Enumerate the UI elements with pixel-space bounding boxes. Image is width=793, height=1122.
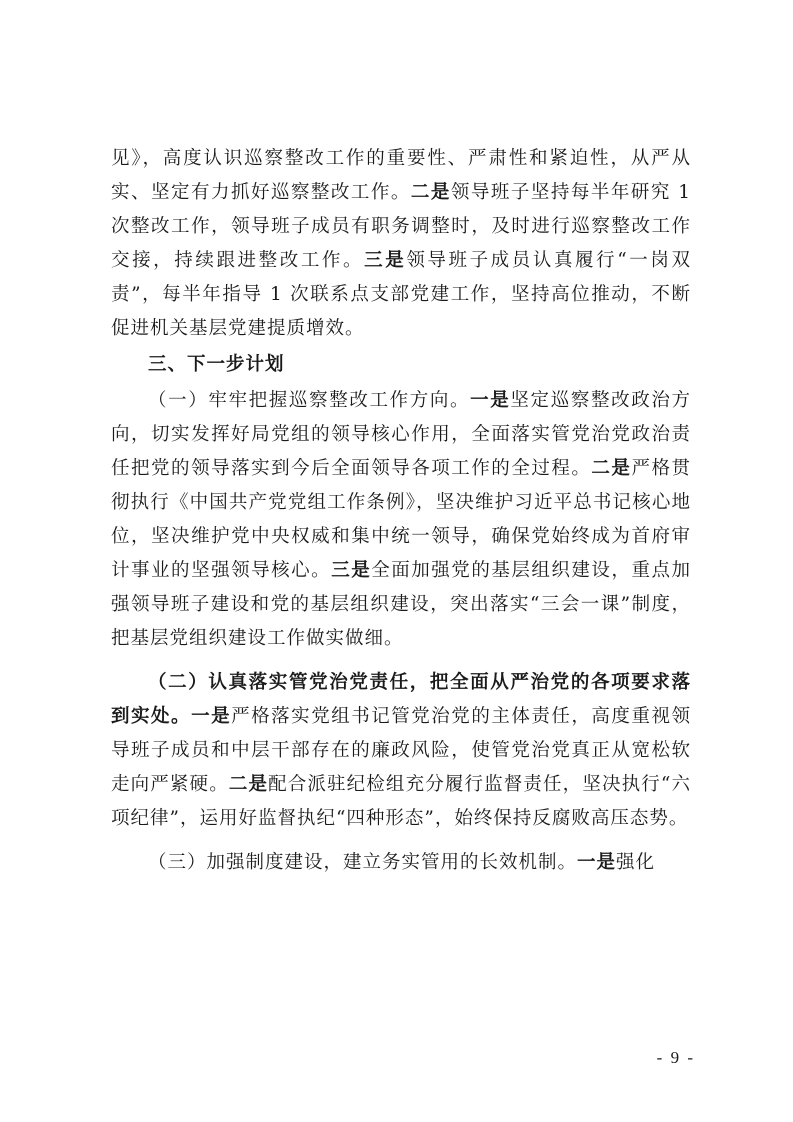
text-run: 强化 <box>616 852 656 873</box>
text-run: 领导班子成员认真履行“一岗双责”，每半年指导 1 次联系点支部党建工作，坚持高位推动，不断促进机关基层党建提质增效。 <box>111 250 691 339</box>
paragraph-continued <box>111 142 691 346</box>
emphasis-run: 一是 <box>191 706 232 727</box>
paragraph-item-2 <box>111 666 691 836</box>
paragraph-item-3 <box>111 846 691 880</box>
item-lead: （二）认真落实管党治党责任，把全面从严治党的各项要求落到实处。 <box>111 672 691 727</box>
emphasis-run: 三是 <box>331 560 372 581</box>
emphasis-run: 三是 <box>364 250 407 271</box>
text-run: 坚定巡察整改政治方向，切实发挥好局党组的领导核心作用，全面落实管党治党政治责任把党的领导落实到今后全面领导各项工作的全过程。 <box>111 390 691 479</box>
emphasis-run: 二是 <box>591 458 632 479</box>
text-run: 配合派驻纪检组充分履行监督责任，坚决执行“六项纪律”，运用好监督执纪“四种形态”，始终保持反腐败高压态势。 <box>111 774 691 829</box>
text-run: 全面加强党的基层组织建设，重点加强领导班子建设和党的基层组织建设，突出落实“三会一课”制度，把基层党组织建设工作做实做细。 <box>111 560 691 649</box>
emphasis-run: 一是 <box>470 390 511 411</box>
text-run: 领导班子坚持每半年研究 1 次整改工作，领导班子成员有职务调整时，及时进行巡察整改工作交接，持续跟进整改工作。 <box>111 182 691 271</box>
paragraph-item-1 <box>111 384 691 656</box>
page-number: - 9 - <box>656 1048 695 1067</box>
emphasis-run: 一是 <box>577 852 617 873</box>
section-heading: 三、下一步计划 <box>148 354 285 375</box>
text-run: 严格贯彻执行《中国共产党党组工作条例》，坚决维护习近平总书记核心地位，坚决维护党中央权威和集中统一领导，确保党始终成为首府审计事业的坚强领导核心。 <box>111 458 691 581</box>
emphasis-run: 二是 <box>410 182 451 203</box>
document-body <box>111 142 691 880</box>
item-lead: （一）牢牢把握巡察整改工作方向。 <box>148 390 471 411</box>
emphasis-run: 二是 <box>228 774 269 795</box>
text-run: 严格落实党组书记管党治党的主体责任，高度重视领导班子成员和中层干部存在的廉政风险，使管党治党真正从宽松软走向严紧硬。 <box>111 706 691 795</box>
text-run: 见》，高度认识巡察整改工作的重要性、严肃性和紧迫性，从严从实、坚定有力抓好巡察整改工作。 <box>111 148 691 203</box>
item-lead: （三）加强制度建设，建立务实管用的长效机制。 <box>148 852 578 873</box>
